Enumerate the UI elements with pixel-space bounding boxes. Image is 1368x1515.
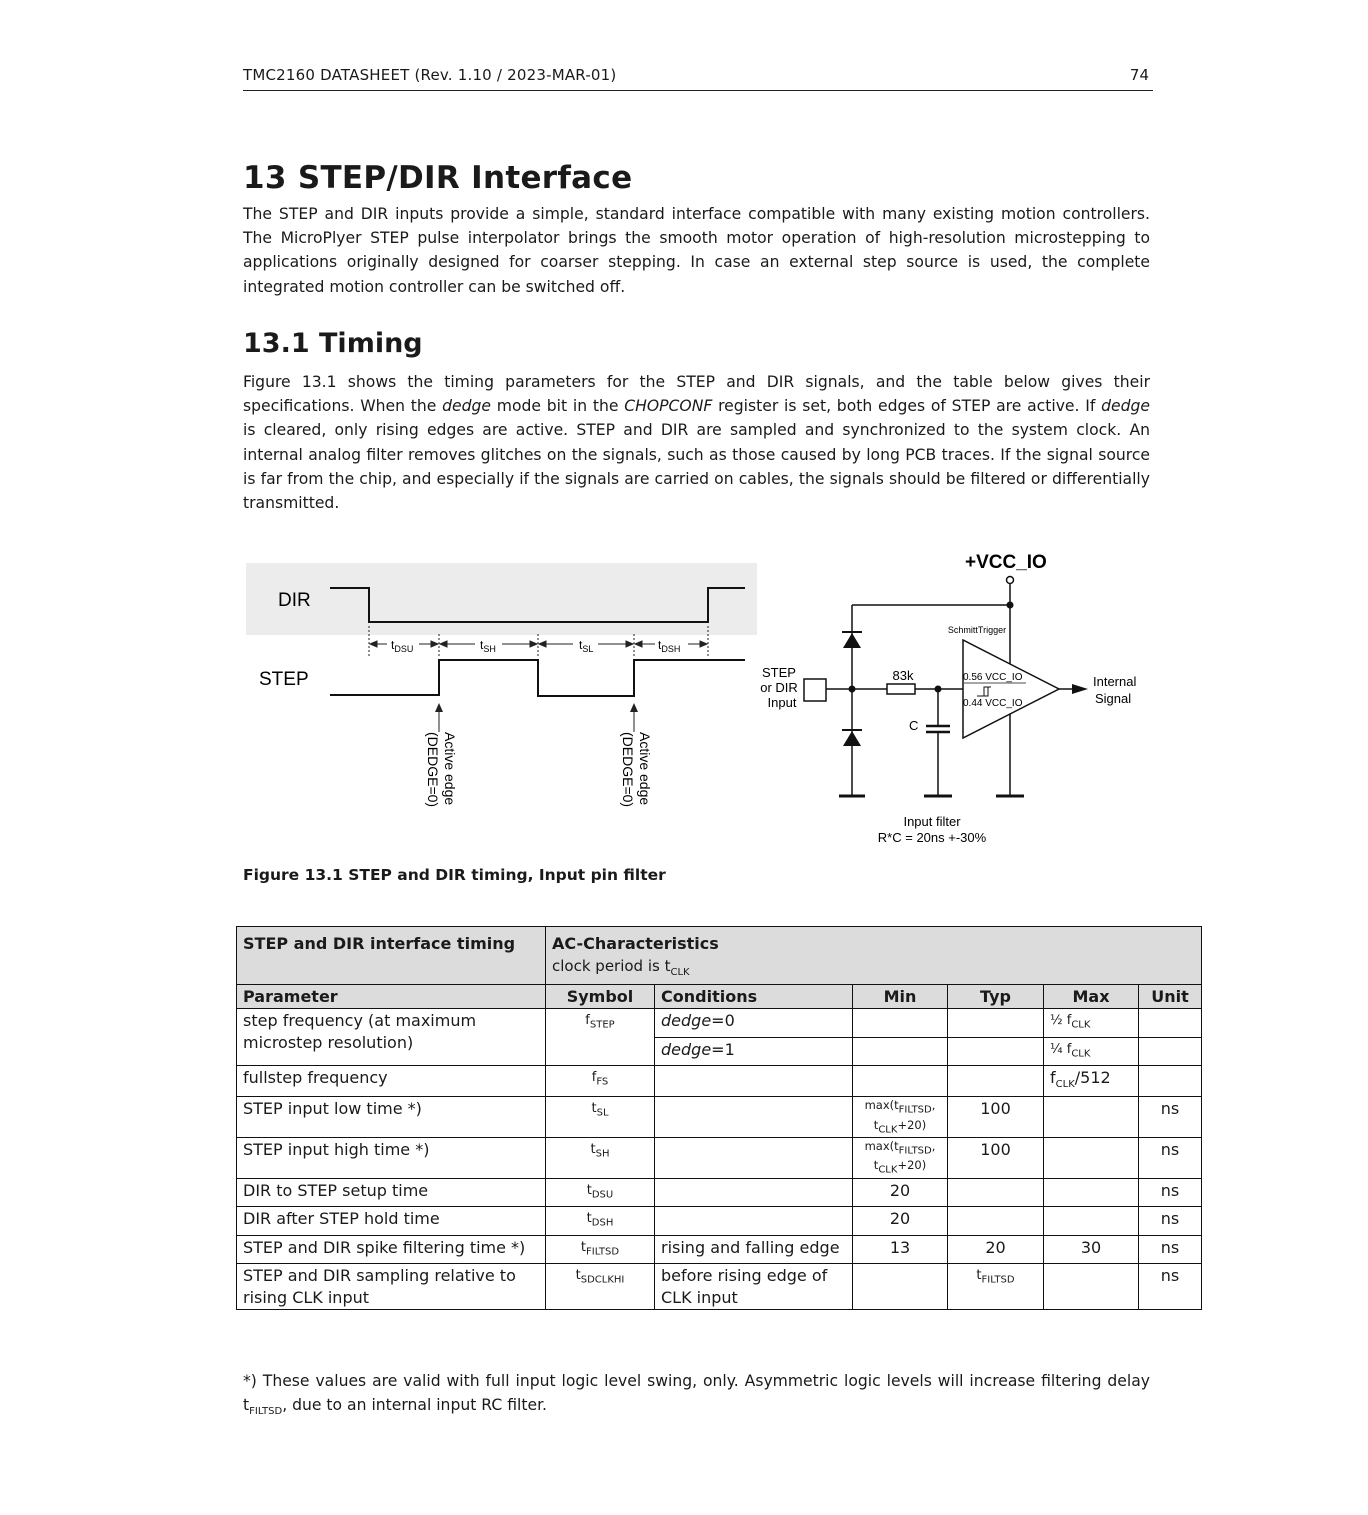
input-label-2: or DIR — [760, 680, 798, 695]
section-title: 13 STEP/DIR Interface — [243, 160, 633, 196]
table-title-row — [237, 927, 1202, 985]
header-min: Min — [853, 985, 948, 1009]
page-number: 74 — [1129, 66, 1149, 84]
t-dsu-label: $t_{DSU}$ — [391, 638, 414, 654]
input-pad — [804, 679, 826, 701]
dir-band — [246, 563, 757, 635]
svg-text:(DEDGE=0): (DEDGE=0) — [620, 732, 636, 808]
svg-text:Active edge: Active edge — [637, 732, 653, 806]
cap-label: C — [909, 718, 919, 733]
table-row: STEP input high time *) $t_{SH}$ $\max(t_{FILTSD}$, $t_{CLK}+20$) 100 ns — [237, 1137, 1202, 1178]
t-dsh-label: $t_{DSH}$ — [658, 638, 681, 654]
header-title: TMC2160 DATASHEET (Rev. 1.10 / 2023-MAR-01) — [243, 66, 617, 84]
table-row: STEP and DIR spike filtering time *) $t_{FILTSD}$ rising and falling edge 13 20 30 ns — [237, 1235, 1202, 1264]
t-sl-label: $t_{SL}$ — [579, 638, 594, 654]
table-row: fullstep frequency $f_{FS}$ $f_{CLK}/512$ — [237, 1066, 1202, 1097]
header-typ: Typ — [948, 985, 1044, 1009]
output-label-2: Signal — [1095, 691, 1132, 706]
lower-diode — [843, 731, 861, 746]
timing-spec-table — [236, 926, 1202, 1310]
table-row: DIR after STEP hold time $t_{DSH}$ 20 ns — [237, 1207, 1202, 1236]
schmitt-trigger — [963, 640, 1059, 738]
input-label-1: STEP — [762, 665, 796, 680]
header-parameter: Parameter — [237, 985, 546, 1009]
threshold-low: 0.44 VCC_IO — [963, 698, 1023, 709]
subsection-title: 13.1 Timing — [243, 328, 423, 359]
figure-caption: Figure 13.1 STEP and DIR timing, Input pin filter — [243, 866, 666, 884]
input-label-3: Input — [767, 695, 797, 710]
timing-and-filter-figure — [243, 548, 1153, 853]
resistor — [887, 684, 915, 694]
table-header-row — [237, 985, 1202, 1009]
upper-diode — [843, 633, 861, 648]
t-sh-label: $t_{SH}$ — [480, 638, 496, 654]
table-row: DIR to STEP setup time $t_{DSU}$ 20 ns — [237, 1178, 1202, 1207]
timing-paragraph: Figure 13.1 shows the timing parameters for the STEP and DIR signals, and the table below gives their specifications. When the dedge mode bit in the CHOPCONF register is set, both edges of STEP are active. If dedge is cleared, only rising edges are active. STEP and DIR are sampled and synchronized to the system clock. An internal analog filter removes glitches on the signals, such as those caused by long PCB traces. If the signal source is far from the chip, and especially if the signals are carried on cables, the signals should be filtered or differentially transmitted. — [243, 373, 1150, 513]
page-header — [243, 64, 1153, 91]
dir-label: DIR — [278, 590, 311, 611]
step-waveform — [330, 660, 745, 696]
active-edge-marker-1 — [425, 703, 458, 807]
output-label-1: Internal — [1093, 674, 1137, 689]
table-row: STEP and DIR sampling relative to rising CLK input $t_{SDCLKHI}$ before rising edge of CLK input $t_{FILTSD}$ ns — [237, 1264, 1202, 1310]
header-conditions: Conditions — [655, 985, 853, 1009]
resistor-label: 83k — [892, 668, 914, 683]
ac-characteristics: AC-Characteristics clock period is $t_{CLK}$ — [546, 927, 1202, 985]
svg-text:(DEDGE=0): (DEDGE=0) — [425, 732, 441, 808]
vcc-label: +VCC_IO — [965, 552, 1047, 573]
step-label: STEP — [259, 669, 309, 690]
footnote: *) These values are valid with full input logic level swing, only. Asymmetric logic levels will increase filtering delay $t_{FILTSD}$, due to an internal input RC filter. — [243, 1372, 1150, 1418]
vcc-terminal — [1007, 577, 1014, 584]
svg-text:Active edge: Active edge — [442, 732, 458, 806]
schmitt-label: SchmittTrigger — [947, 625, 1007, 635]
table-row: STEP input low time *) $t_{SL}$ $\max(t_{FILTSD}$, $t_{CLK}+20$) 100 ns — [237, 1097, 1202, 1138]
active-edge-marker-2 — [620, 703, 653, 807]
section-intro: The STEP and DIR inputs provide a simple, standard interface compatible with many existing motion controllers. The MicroPlyer STEP pulse interpolator brings the smooth motor operation of high-resolution microstepping to applications originally designed for coarser stepping. In case an external step source is used, the complete integrated motion controller can be switched off. — [243, 205, 1150, 296]
filter-label-1: Input filter — [903, 814, 961, 829]
table-row: dedge=1 ¼ $f_{CLK}$ — [237, 1037, 1202, 1066]
filter-label-2: R*C = 20ns +-30% — [877, 830, 987, 845]
table-title: STEP and DIR interface timing — [237, 927, 546, 985]
threshold-high: 0.56 VCC_IO — [963, 672, 1023, 683]
header-unit: Unit — [1139, 985, 1202, 1009]
table-row: step frequency (at maximum microstep resolution) $f_{STEP}$ dedge=0 ½ $f_{CLK}$ — [237, 1009, 1202, 1038]
header-max: Max — [1044, 985, 1139, 1009]
header-symbol: Symbol — [546, 985, 655, 1009]
